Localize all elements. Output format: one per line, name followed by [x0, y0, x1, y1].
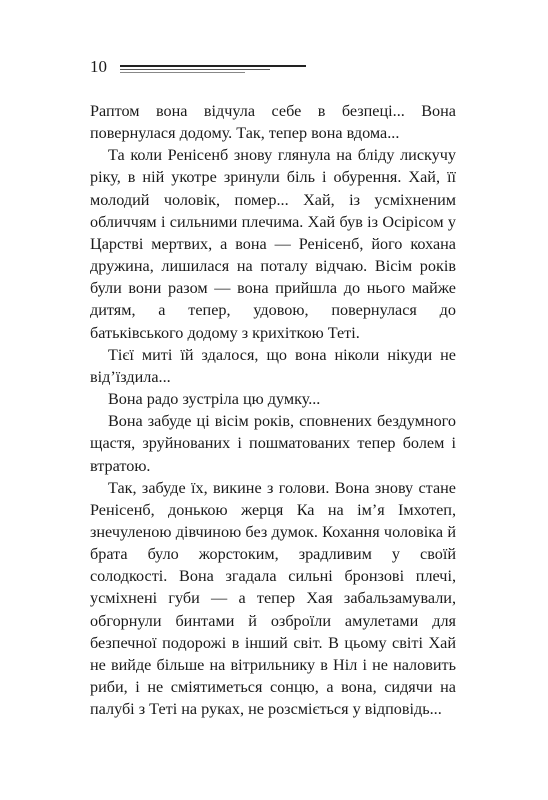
paragraph: Тієї миті їй здалося, що вона ніколи нікуди не від’їздила... [90, 345, 456, 386]
paragraph: Вона забуде ці вісім років, сповнених бездумного щастя, зруйнованих і пошматованих тепер болем і втратою. [90, 412, 456, 475]
page-number: 10 [90, 57, 107, 76]
paragraph: Вона радо зустріла цю думку... [108, 390, 321, 409]
header-rule-ornament [120, 65, 306, 73]
paragraph: Так, забуде їх, викине з голови. Вона знову стане Ренісенб, донькою жерця Ка на ім’я Імхотеп, знечуленою дівчиною без думок. Кохання чоловіка й брата було жорстоким, зрадливим у своїй солодкості. Вона згадала сильні бронзові плечі, усміхнені губи — а тепер Хая забальзамували, обгорнули бинтами й озброїли амулетами для безпечної подорожі в інший світ. В цьому світі Хай не вийде більше на вітрильнику в Ніл і не наловить риби, і не сміятиметься сонцю, а вона, сидячи на палубі з Теті на руках, не розсміється у відповідь... [90, 478, 456, 719]
running-header [90, 56, 310, 78]
header-rule-line [120, 65, 306, 67]
body-text [90, 100, 456, 720]
paragraph: Та коли Ренісенб знову глянула на бліду лискучу ріку, в ній укотре зринули біль і обурення. Хай, її молодий чоловік, помер... Хай, із усміхненим обличчям і сильними плечима. Хай був із Осірісом у Царстві мертвих, а вона — Ренісенб, його кохана дружина, лишилася на поталу відчаю. Вісім років були вони разом — вона прийшла до нього майже дитям, а тепер, удовою, повернулася до батьківського додому з крихіткою Теті. [90, 146, 456, 342]
header-rule-line [120, 72, 245, 73]
header-rule-line [120, 69, 270, 70]
paragraph: Раптом вона відчула себе в безпеці... Вона повернулася додому. Так, тепер вона вдома... [90, 102, 456, 143]
